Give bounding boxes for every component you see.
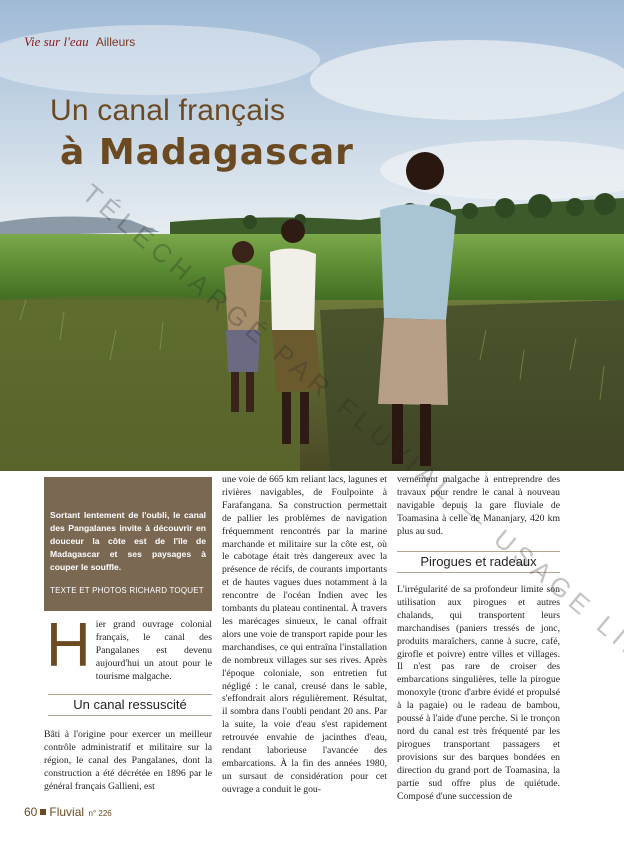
body-text-3a: vernement malgache à entreprendre des travaux pour rendre le canal à nouveau navigable depuis la gare fluviale de Toamasina à celle de Mananjary, 420 km plus au sud. <box>397 474 560 537</box>
subhead-pirogues-radeaux: Pirogues et radeaux <box>397 551 560 573</box>
body-column-3-bottom <box>397 584 560 803</box>
rubric-label: Vie sur l'eau <box>24 34 89 49</box>
standfirst-box <box>44 477 212 611</box>
body-column-3-top <box>397 474 560 539</box>
article-title-line2: à Madagascar <box>60 132 354 173</box>
magazine-name: Fluvial <box>49 805 85 819</box>
subhead-canal-ressuscite: Un canal ressuscité <box>48 694 212 716</box>
body-text-1: Bâti à l'origine pour exercer un meilleur contrôle administratif et militaire sur la région, le canal des Pangalanes, dont la construction a été décrétée en 1896 par le général français Gallieni, est <box>44 729 212 792</box>
lead-paragraph <box>44 611 212 684</box>
body-text-2: une voie de 665 km reliant lacs, lagunes et rivières navigables, de Foulpointe à Farafangana. Sa construction permettait de pallier les problèmes de navigation fréquemment rencontrés par la marine marchande et militaire sur la côte est, où le cabotage était très dangereux avec la présence de récifs, de courants importants et de hautes vagues dues notamment à la rencontre de l'océan Indien avec les tombants du plateau continental. À travers les marécages sinueux, le canal offrait alors une voie de transport rapide pour les marchandises, ce qui entraîna l'installation de nombreux villages sur ses rives. Après l'époque coloniale, son entretien fut négligé : le canal, creusé dans le sable, s'effondrait alors régulièrement. Résultat, il sombra dans l'oubli pendant 20 ans. Par la suite, la voie d'eau s'est rapidement retrouvée envahie de jacinthes d'eau, rendant laborieuse l'avancée des embarcations. À la fin des années 1980, un sursaut de considération pour cet ouvrage a conduit le gou- <box>222 474 387 795</box>
body-text-3b: L'irrégularité de sa profondeur limite son utilisation aux pirogues et autres chalands, qui transportent leurs marchandises (paniers tressés de jonc, produits maraîchers, canne à sucre, café, girofle et poivre) entre villes et villages. Il n'est pas rare de croiser des embarcations singulières, telle la pirogue monoxyle (tronc d'arbre évidé et propulsé à la pagaie) ou le radeau de bambou, poussé à l'aide d'une perche. Si le tronçon nord du canal est très fréquenté par les pirogues transportant passagers et provisions sur des barques bondées en direction du grand port de Toamasina, la partie sud offre plus de quiétude. Composé d'une succession de <box>397 584 560 802</box>
standfirst-text: Sortant lentement de l'oubli, le canal des Pangalanes invite à découvrir en douceur la côte est de l'île de Madagascar et ses paysages à couper le souffle. <box>50 510 206 572</box>
body-column-2 <box>222 474 387 797</box>
lead-text: ier grand ouvrage colonial français, le canal des Pangalanes est devenu aujourd'hui un atout pour le tourisme malgache. <box>95 619 212 682</box>
footer-square-icon <box>40 809 46 815</box>
page-number: 60 <box>24 805 38 819</box>
issue-number: n° 226 <box>88 809 112 818</box>
author-credit: TEXTE ET PHOTOS RICHARD TOQUET <box>50 586 204 595</box>
page-footer <box>24 803 112 821</box>
section-kicker <box>24 34 135 50</box>
dropcap-letter: H <box>46 611 91 680</box>
watermark-text: TÉLÉCHARGÉ PAR FLUVIAL — USAGE LIMITÉ <box>76 178 624 710</box>
body-column-1 <box>44 729 212 794</box>
section-label: Ailleurs <box>95 35 136 49</box>
article-title-line1: Un canal français <box>50 94 286 127</box>
